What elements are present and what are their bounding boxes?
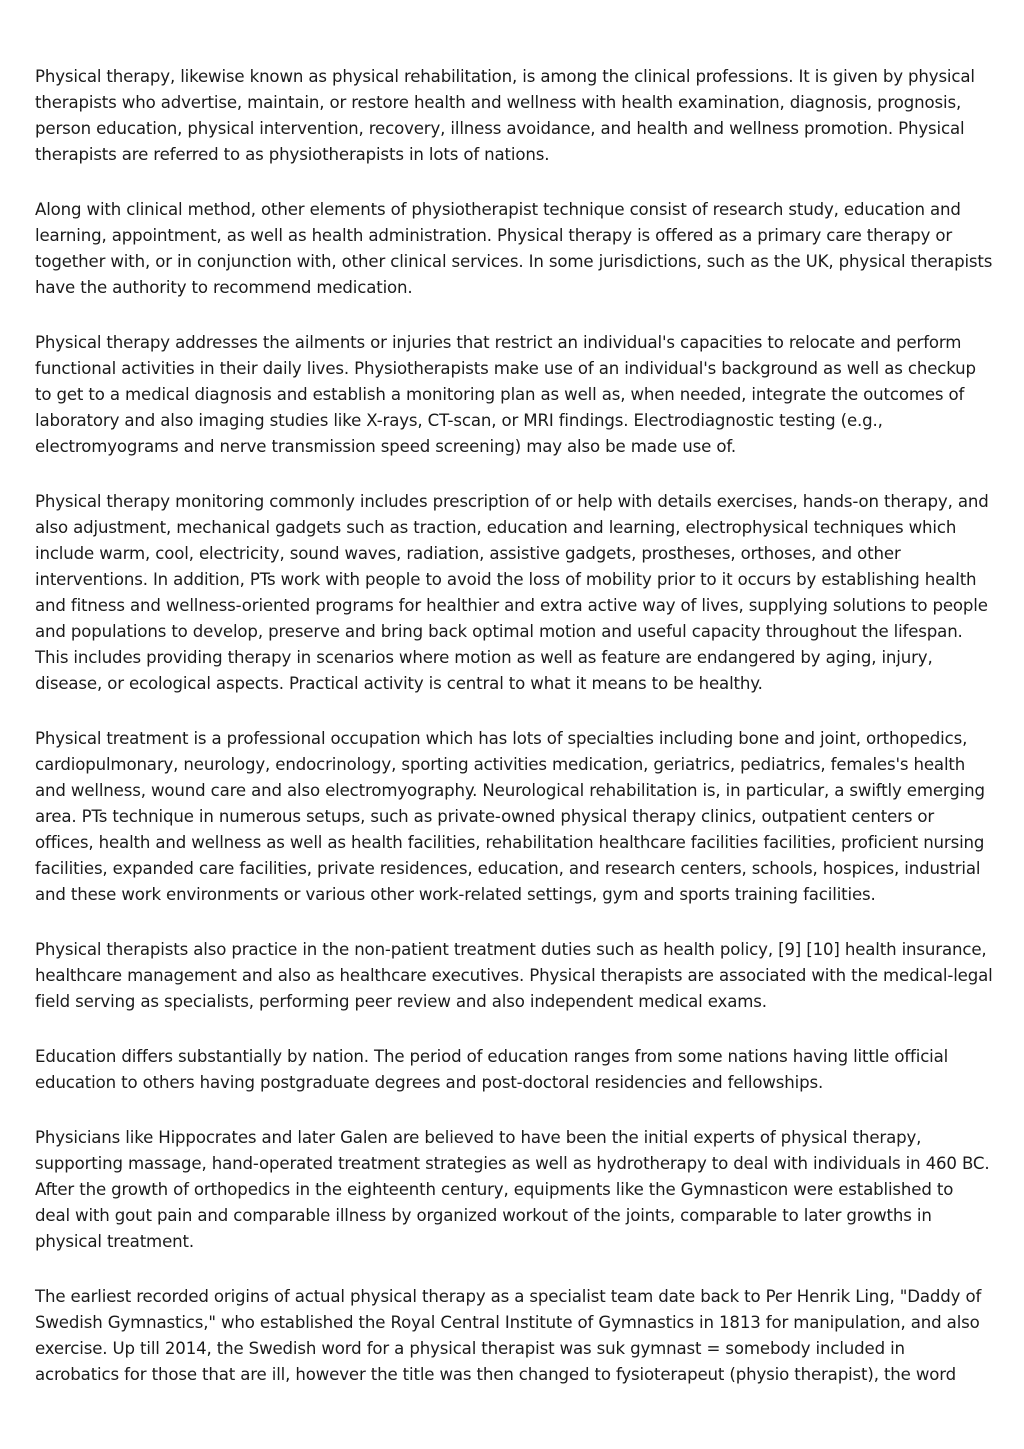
paragraph-history: Physicians like Hippocrates and later Galen are believed to have been the initial experts of physical therapy, supporting massage, hand-operated treatment strategies as well as hydrotherapy to deal with individuals in 460 BC. After the growth of orthopedics in the eighteenth century, equipments like the Gymnasticon were established to deal with gout pain and comparable illness by organized workout of the joints, comparable to later growths in physical treatment. [35, 1128, 990, 1251]
paragraph-origins: The earliest recorded origins of actual physical therapy as a specialist team date back to Per Henrik Ling, "Daddy of Swedish Gymnastics," who established the Royal Central Institute of Gymnastics in 1813 for manipulation, and also exercise. Up till 2014, the Swedish word for a physical therapist was suk gymnast = somebody included in acrobatics for those that are ill, however the title was then changed to fysioterapeut (physio therapist), the word [35, 1287, 982, 1384]
paragraph-specialties: Physical treatment is a professional occupation which has lots of specialties including bone and joint, orthopedics, cardiopulmonary, neurology, endocrinology, sporting activities medication, geriatrics, pediatrics, females's health and wellness, wound care and also electromyography. Neurological rehabilitation is, in particular, a swiftly emerging area. PTs technique in numerous setups, such as private-owned physical therapy clinics, outpatient centers or offices, health and wellness as well as health facilities, rehabilitation healthcare facilities facilities, proficient nursing facilities, expanded care facilities, private residences, education, and research centers, schools, hospices, industrial and these work environments or various other work-related settings, gym and sports training facilities. [35, 729, 985, 904]
paragraph-monitoring: Physical therapy monitoring commonly includes prescription of or help with details exercises, hands-on therapy, and also adjustment, mechanical gadgets such as traction, education and learning, electrophysical techniques which include warm, cool, electricity, sound waves, radiation, assistive gadgets, prostheses, orthoses, and other interventions. In addition, PTs work with people to avoid the loss of mobility prior to it occurs by establishing health and fitness and wellness-oriented programs for healthier and extra active way of lives, supplying solutions to people and populations to develop, preserve and bring back optimal motion and useful capacity throughout the lifespan. This includes providing therapy in scenarios where motion as well as feature are endangered by aging, injury, disease, or ecological aspects. Practical activity is central to what it means to be healthy. [35, 492, 989, 693]
document-body [35, 64, 993, 1417]
paragraph-non-patient-duties: Physical therapists also practice in the non-patient treatment duties such as health policy, [9] [10] health insurance, healthcare management and also as healthcare executives. Physical therapists are associated with the medical-legal field serving as specialists, performing peer review and also independent medical exams. [35, 940, 993, 1011]
paragraph-definition: Physical therapy, likewise known as physical rehabilitation, is among the clinical professions. It is given by physical therapists who advertise, maintain, or restore health and wellness with health examination, diagnosis, prognosis, person education, physical intervention, recovery, illness avoidance, and health and wellness promotion. Physical therapists are referred to as physiotherapists in lots of nations. [35, 67, 975, 164]
paragraph-ailments: Physical therapy addresses the ailments or injuries that restrict an individual's capacities to relocate and perform functional activities in their daily lives. Physiotherapists make use of an individual's background as well as checkup to get to a medical diagnosis and establish a monitoring plan as well as, when needed, integrate the outcomes of laboratory and also imaging studies like X-rays, CT-scan, or MRI findings. Electrodiagnostic testing (e.g., electromyograms and nerve transmission speed screening) may also be made use of. [35, 333, 976, 456]
paragraph-practice-elements: Along with clinical method, other elements of physiotherapist technique consist of research study, education and learning, appointment, as well as health administration. Physical therapy is offered as a primary care therapy or together with, or in conjunction with, other clinical services. In some jurisdictions, such as the UK, physical therapists have the authority to recommend medication. [35, 200, 993, 297]
paragraph-education: Education differs substantially by nation. The period of education ranges from some nations having little official education to others having postgraduate degrees and post-doctoral residencies and fellowships. [35, 1047, 949, 1092]
